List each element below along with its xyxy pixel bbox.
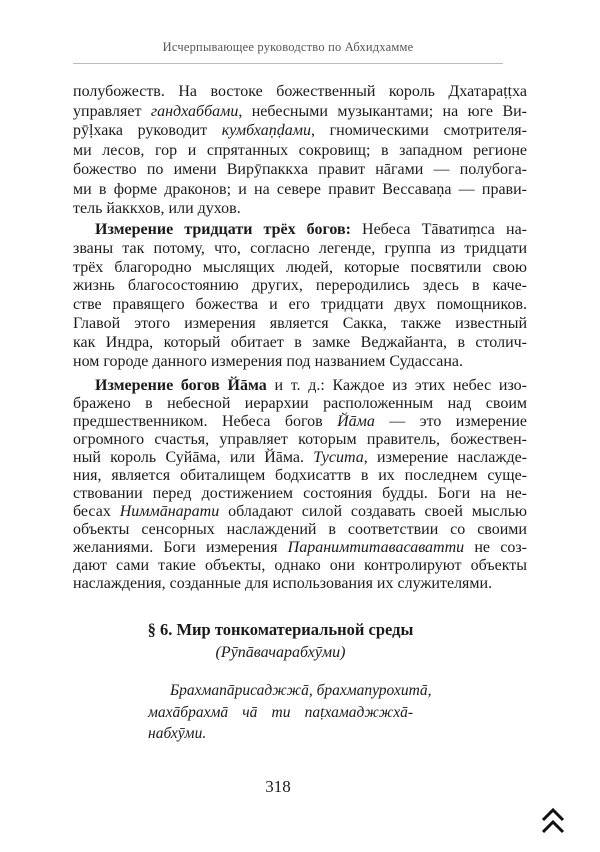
section-subtitle: (Рӯпāвачарабхӯми): [215, 644, 346, 661]
text-line: [73, 82, 527, 102]
text-span: ми лесов, гор и спрятанных сокровищ; в западном регионе: [73, 141, 527, 159]
text-line: [73, 395, 527, 413]
bold-term: Измерение богов Йāма: [95, 377, 267, 394]
text-span: наслаждения, созданные для использования их служителями.: [73, 575, 493, 592]
italic-term: гандхаббами: [150, 102, 239, 120]
text-span: бесах: [73, 503, 120, 520]
text-span: дают сами такие объекты, однако они контролируют объекты: [73, 557, 527, 574]
text-line: [73, 334, 527, 353]
text-span: рӯḷхака руководит: [73, 122, 222, 139]
text-span: желаниями. Боги измерения: [73, 539, 288, 556]
text-span: огромного счастья, управляет которым правитель, божествен-: [73, 431, 527, 448]
text-span: , небесными музыкантами; на юге Ви-: [238, 102, 527, 120]
text-span: званы так потому, что, согласно легенде, группа из тридцати: [73, 239, 527, 257]
text-line: [73, 413, 527, 431]
text-line: [73, 141, 527, 161]
text-span: жизнь благосостоянию других, переродились здесь в каче-: [73, 277, 527, 295]
text-span: полубожеств. На востоке божественный король Дхатараṭṭха: [73, 83, 527, 100]
text-span: бражено в небесной иерархии расположенным над своим: [73, 395, 527, 412]
text-line: [73, 199, 527, 219]
text-line: [73, 221, 527, 240]
verse-line: Брахмапāрисаджжā, брахмапурохитā,: [170, 682, 432, 699]
running-header: Исчерпывающее руководство по Абхидхамме: [162, 40, 414, 54]
verse-line: набхӯми.: [148, 725, 207, 742]
text-span: объекты сенсорных наслаждений в соответствии со своими: [73, 521, 527, 538]
text-span: управляет: [73, 102, 151, 120]
text-span: трёх благородно мыслящих людей, которые посвятили свою: [73, 258, 527, 276]
page-number: 318: [265, 777, 291, 796]
text-line: [73, 240, 527, 259]
scroll-to-top-button[interactable]: [540, 806, 566, 836]
text-line: [73, 180, 527, 200]
text-span: ствовании перед достижением состояния будды. Боги на не-: [73, 485, 527, 502]
paragraph: [73, 82, 527, 219]
italic-term: Йāма: [337, 413, 375, 430]
text-span: Небеса Тāватиṃса на-: [350, 221, 528, 238]
text-span: и т. д.: Каждое из этих небес изо-: [266, 377, 527, 394]
text-span: Главой этого измерения является Сакка, также известный: [73, 314, 527, 332]
text-span: предшественником. Небеса богов: [73, 413, 338, 430]
text-span: , измерение наслажде-: [363, 449, 528, 466]
text-line: [73, 277, 527, 296]
italic-term: кумбхаṇḍами: [221, 122, 311, 139]
bold-term: Измерение тридцати трёх богов:: [95, 221, 351, 238]
text-span: ния, является обиталищем бодхисаттв в их последнем суще-: [73, 467, 527, 484]
text-line: [73, 449, 527, 467]
text-span: ный король Суйāма, или Йāма.: [73, 449, 314, 466]
text-line: [73, 121, 527, 141]
text-line: [73, 467, 527, 485]
verse: [148, 680, 432, 745]
text-line: [73, 315, 527, 334]
text-line: [73, 503, 527, 521]
paragraph: [73, 221, 527, 371]
text-span: ном городе данного измерения под названием Судассана.: [73, 352, 464, 370]
text-span: ми в форме драконов; и на севере правит Вессаваṇа — прави-: [73, 180, 527, 198]
verse-line: махāбрахмā чā ти паṭхамаджжхā-: [148, 703, 413, 721]
text-line: [73, 485, 527, 503]
text-span: — это измерение: [374, 413, 527, 430]
text-span: как Индра, который обитает в замке Веджайанта, в столич-: [73, 333, 527, 351]
double-chevron-up-icon: [540, 806, 566, 836]
text-line: [73, 102, 527, 122]
header-rule: [73, 63, 503, 64]
italic-term: Тусита: [313, 449, 364, 466]
text-span: стве правящего божества и его тридцати двух помощников.: [73, 296, 527, 314]
text-line: [73, 377, 527, 395]
text-line: [73, 296, 527, 315]
text-span: не соз-: [464, 539, 527, 556]
section-heading: § 6. Мир тонкоматериальной среды: [147, 620, 414, 639]
text-span: обладают силой создавать своей мыслью: [219, 503, 528, 520]
text-line: [73, 539, 527, 557]
text-span: божество по имени Вирӯпаккха правит нāгами — полубога-: [73, 161, 527, 178]
paragraph: [73, 377, 527, 593]
text-line: [73, 259, 527, 278]
text-line: [73, 521, 527, 539]
italic-term: Ниммāнарати: [119, 503, 220, 520]
text-line: [73, 353, 527, 372]
text-line: [73, 557, 527, 575]
text-line: [73, 160, 527, 180]
text-span: тель йаккхов, или духов.: [73, 200, 241, 217]
italic-term: Паранимmитавасаватти: [287, 539, 465, 556]
text-span: , гномическими смотрителя-: [310, 122, 527, 139]
text-line: [73, 431, 527, 449]
text-line: [73, 575, 527, 593]
